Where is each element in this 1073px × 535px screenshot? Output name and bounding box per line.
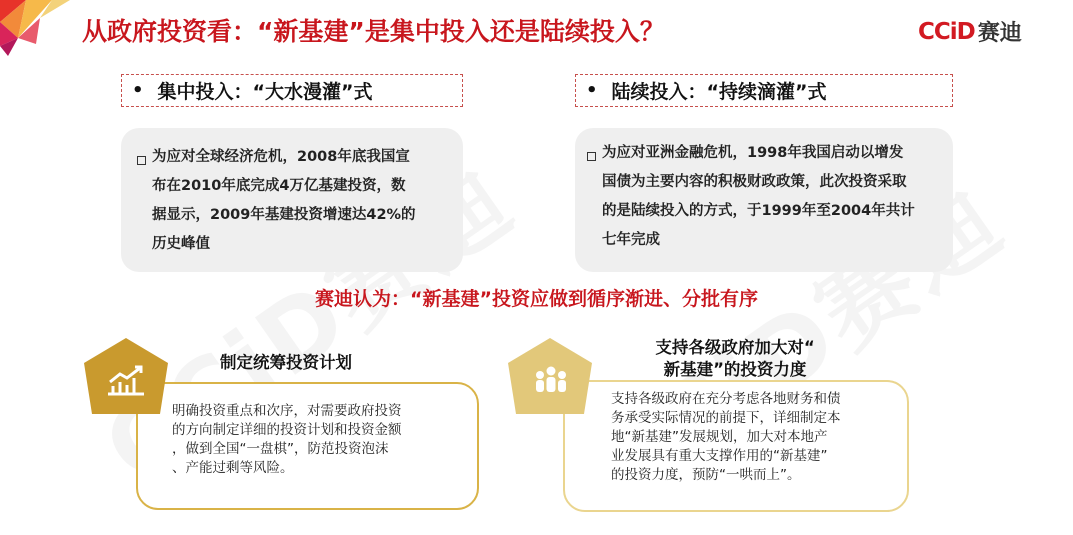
left-case-text: 为应对全球经济危机，2008年底我国宣 布在2010年底完成4万亿基建投资，数 据显示，2009年基建投资增速达42%的 历史峰值 (152, 149, 416, 252)
bullet: • (132, 80, 144, 101)
left-heading-box (121, 74, 463, 107)
logo-name: 赛迪 (977, 21, 1022, 46)
left-plan-title: 制定统筹投资计划 (220, 353, 352, 372)
right-case-text: 为应对亚洲金融危机，1998年我国启动以增发 国债为主要内容的积极财政政策，此次投资采取 的是陆续投入的方式，于1999年至2004年共计 七年完成 (602, 145, 915, 248)
left-heading: 集中投入：“大水漫灌”式 (157, 81, 373, 103)
logo-mark: CCiD (918, 18, 975, 45)
right-plan-box (563, 380, 909, 512)
checkbox-square-icon (137, 156, 146, 165)
right-plan-text: 支持各级政府在充分考虑各地财务和债 务承受实际情况的前提下，详细制定本 地“新基建”发展规划，加大对本地产 业发展具有重大支撑作用的“新基建” 的投资力度，预防“一哄而上”。 (611, 391, 841, 483)
right-plan-title: 支持各级政府加大对“ 新基建”的投资力度 (655, 338, 815, 379)
left-plan-box (136, 382, 479, 510)
left-plan-badge (80, 336, 172, 428)
right-plan-badge (504, 336, 596, 428)
left-case-card (121, 128, 463, 272)
bullet: • (586, 80, 598, 101)
left-plan-text: 明确投资重点和次序，对需要政府投资 的方向制定详细的投资计划和投资金额 ，做到全国“一盘棋”，防范投资泡沫 、产能过剩等风险。 (172, 403, 402, 476)
right-heading: 陆续投入：“持续滴灌”式 (611, 81, 827, 103)
logo (918, 16, 1022, 47)
right-case-card (575, 128, 953, 272)
page-title: 从政府投资看：“新基建”是集中投入还是陆续投入？ (82, 17, 665, 46)
checkbox-square-icon (587, 152, 596, 161)
decorative-triangles-icon (0, 0, 72, 56)
conclusion-text: 赛迪认为：“新基建”投资应做到循序渐进、分批有序 (315, 288, 758, 310)
right-heading-box (575, 74, 953, 107)
